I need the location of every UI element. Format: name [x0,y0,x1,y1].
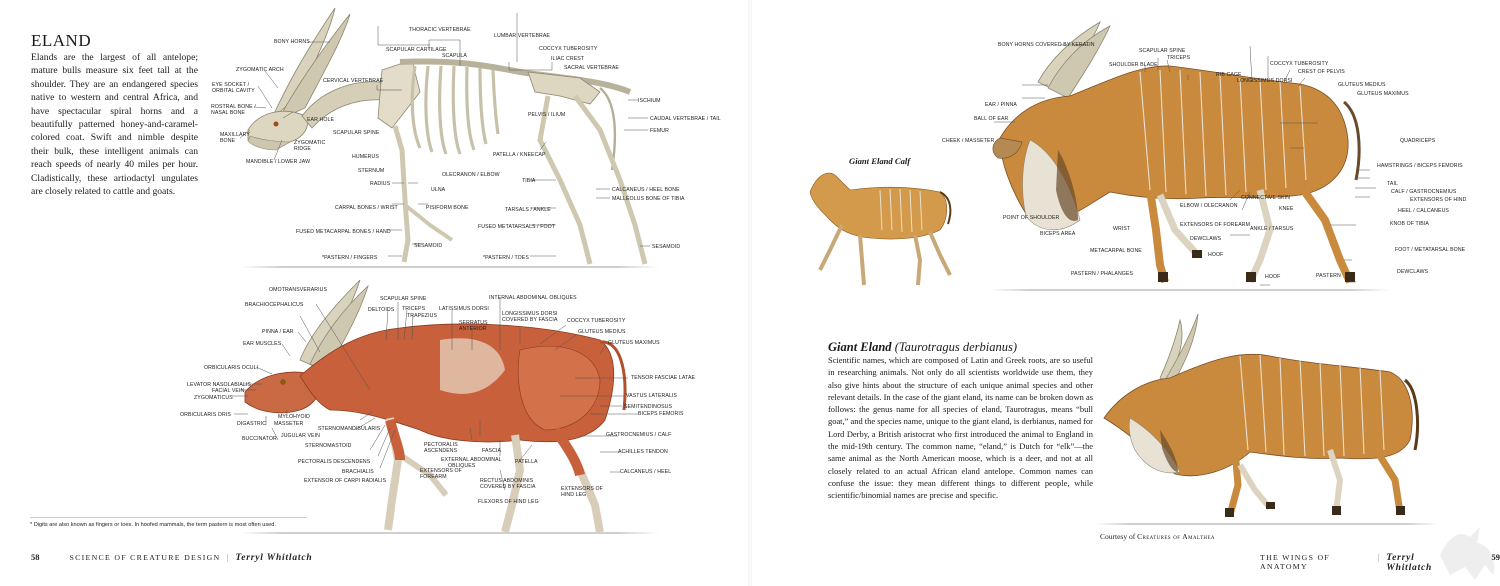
label-iliac-crest: ILIAC CREST [551,56,585,62]
label-rectus: RECTUS ABDOMINIS [480,478,534,484]
label-internal-obliques: INTERNAL ABDOMINAL OBLIQUES [489,295,577,301]
label-external-obliques-2: OBLIQUES [448,463,476,469]
ground-line-4 [1095,523,1440,525]
intro-title: ELAND [31,31,92,50]
label-rectus-2: COVERED BY FASCIA [480,484,536,490]
label-external-obliques: EXTERNAL ABDOMINAL [441,457,502,463]
label-shoulder-blade: SHOULDER BLADE [1109,62,1158,68]
label-ball-of-ear: BALL OF EAR [974,116,1009,122]
label-orbicularis-oculi: ORBICULARIS OCULI [204,365,259,371]
label-femur: FEMUR [650,128,669,134]
page-number-left: 58 [31,552,40,562]
label-thoracic: THORACIC VERTEBRAE [409,27,471,33]
label-r-gluteus-medius: GLUTEUS MEDIUS [1338,82,1386,88]
label-gluteus-maximus: GLUTEUS MAXIMUS [608,340,660,346]
label-calcaneus: CALCANEUS / HEEL BONE [612,187,680,193]
label-malleolus: MALLEOLUS BONE OF TIBIA [612,196,685,202]
label-bony-horns: BONY HORNS [274,39,310,45]
label-masseter: MASSETER [274,421,304,427]
label-pectoralis-descendens: PECTORALIS DESCENDENS [298,459,371,465]
label-pinna: PINNA / EAR [262,329,294,335]
label-facial-vein: FACIAL VEIN [212,388,245,394]
label-pelvis: PELVIS / ILIUM [528,112,566,118]
book-title-left: SCIENCE OF CREATURE DESIGN [69,553,221,562]
label-biceps-femoris: BICEPS FEMORIS [638,411,684,417]
label-extensors-forearm-2: FOREARM [420,474,447,480]
label-r-hoof-front: HOOF [1208,252,1224,258]
illustration-credit [1100,532,1215,541]
label-crest-pelvis: CREST OF PELVIS [1298,69,1345,75]
label-carpal: CARPAL BONES / WRIST [335,205,398,211]
label-deltoids: DELTOIDS [368,307,395,313]
calf-caption: Giant Eland Calf [849,156,911,166]
label-ankle-tarsus: ANKLE / TARSUS [1250,226,1294,232]
label-pastern-phalanges: PASTERN / PHALANGES [1071,271,1134,277]
label-ulna: ULNA [431,187,446,193]
label-cervical-vertebrae: CERVICAL VERTEBRAE [323,78,384,84]
label-jugular: JUGULAR VEIN [281,433,320,439]
label-scapular-cartilage: SCAPULAR CARTILAGE [386,47,447,53]
label-rostral-bone: ROSTRAL BONE / [211,104,256,110]
label-gastrocnemius: GASTROCNEMIUS / CALF [606,432,672,438]
label-ear-hole: EAR HOLE [307,117,335,123]
label-pectoralis-asc: PECTORALIS [424,442,458,448]
label-sesamoid-hind: SESAMOID [652,244,681,250]
label-pastern-toes: *PASTERN / TOES [483,255,529,261]
label-extensor-carpi: EXTENSOR OF CARPI RADIALIS [304,478,387,484]
label-elbow-olecranon: ELBOW / OLECRANON [1180,203,1238,209]
label-calf-gastrocnemius: CALF / GASTROCNEMIUS [1391,189,1457,195]
label-sternomastoid: STERNOMASTOID [305,443,352,449]
label-sesamoid-front: SESAMOID [414,243,443,249]
label-humerus: HUMERUS [352,154,379,160]
label-m-coccyx: COCCYX TUBEROSITY [567,318,626,324]
author-right: Terryl Whitlatch [1386,553,1433,573]
label-serratus: SERRATUS [459,320,488,326]
eland-labeled-illustration [960,20,1400,300]
label-fused-metacarpal: FUSED METACARPAL BONES / HAND [296,229,391,235]
label-longissimus-2: COVERED BY FASCIA [502,317,558,323]
label-achilles: ACHILLES TENDON [618,449,668,455]
label-rib-cage: RIB CAGE [1216,72,1242,78]
label-lumbar: LUMBAR VERTEBRAE [494,33,550,39]
label-coccyx: COCCYX TUBEROSITY [539,46,598,52]
label-extensors-forearm: EXTENSORS OF FOREARM [1180,222,1251,228]
label-r-coccyx: COCCYX TUBEROSITY [1270,61,1329,67]
label-tarsals: TARSALS / ANKLE [505,207,551,213]
label-maxillary-bone: BONE [220,138,236,144]
label-serratus-2: ANTERIOR [459,326,487,332]
label-brachiocephalicus: BRACHIOCEPHALICUS [245,302,304,308]
label-orbital-cavity: ORBITAL CAVITY [212,88,255,94]
label-digastric: DIGASTRIC [237,421,267,427]
label-maxillary: MAXILLARY [220,132,250,138]
label-extensors-of-hind: EXTENSORS OF HIND [1410,197,1467,203]
label-orbicularis-oris: ORBICULARIS ORIS [180,412,231,418]
label-hamstrings: HAMSTRINGS / BICEPS FEMORIS [1377,163,1463,169]
ground-line-3 [990,289,1390,291]
author-left: Terryl Whitlatch [235,553,313,563]
label-zygomatic-arch: ZYGOMATIC ARCH [236,67,284,73]
eland-plain-illustration [1100,300,1440,525]
footnote: * Digits are also known as fingers or toes. In hoofed mammals, the term pastern is most often used. [30,522,276,528]
label-tail: TAIL [1387,181,1398,187]
label-radius: RADIUS [370,181,391,187]
label-flexors-hind: FLEXORS OF HIND LEG [478,499,539,505]
label-bony-horns-keratin: BONY HORNS COVERED BY KERATIN [998,42,1095,48]
giant-eland-body: Scientific names, which are composed of Latin and Greek roots, are so useful in researching animals. Not only do all scientists worldwide use them, they also give hints about the structure of each unique animal species and other relevant details. In the case of the giant eland, its name can be broken down as follows: the genus name for all species of eland, Taurotragus, means “bull goat,” and the species name, unique to the giant eland, is derbianus, named for Lord Derby, a British aristocrat who first introduced the animal to England in the mid-19th century. The common name, “eland,” is Dutch for “elk”—the same animal as the North American moose, which is a deer, and not at all closely related to an actual African eland antelope. Common names can confuse the issue: they mean different things to different people, while scientific/binomial names are precise and specific. [828,355,1093,501]
creature-watermark-icon [1435,525,1500,585]
label-metacarpal: METACARPAL BONE [1090,248,1142,254]
label-levator: LEVATOR NASOLABIALIS [187,382,251,388]
intro-body: Elands are the largest of all antelope; mature bulls measure six feet tall at the shoulder. They are an endangered species native to western and central Africa, and have spectacular spiral horns and a beautifully patterned honey-and-caramel-colored coat. Swift and nimble despite their bulk, these intelligent animals can reach speeds of nearly 40 miles per hour. Cladistically, these artiodactyl ungulates are closely related to cattle and goats. [31,52,198,198]
label-quadriceps: QUADRICEPS [1400,138,1436,144]
label-ear-pinna: EAR / PINNA [985,102,1017,108]
label-pastern: PASTERN [1316,273,1341,279]
label-ear-muscles: EAR MUSCLES [243,341,282,347]
label-omotransverarius: OMOTRANSVERARIUS [269,287,328,293]
label-extensors-hind-2: HIND LEG [561,492,587,498]
label-sternomandibularis: STERNOMANDIBULARIS [318,426,381,432]
label-trapezius: TRAPEZIUS [407,313,438,319]
label-buccinator: BUCCINATOR [242,436,277,442]
label-brachialis: BRACHIALIS [342,469,374,475]
label-point-shoulder: POINT OF SHOULDER [1003,215,1060,221]
label-extensors-hind: EXTENSORS OF [561,486,603,492]
credit-name: Creatures of Amalthea [1137,532,1215,541]
label-r-gluteus-maximus: GLUTEUS MAXIMUS [1357,91,1409,97]
page-number-right: 59 [1491,552,1500,562]
label-patella: PATELLA / KNEECAP [493,152,546,158]
label-latissimus: LATISSIMUS DORSI [439,306,489,312]
label-sternum: STERNUM [358,168,385,174]
label-mylohyoid: MYLOHYOID [278,414,311,420]
label-biceps-area: BICEPS AREA [1040,231,1076,237]
label-knob-tibia: KNOB OF TIBIA [1390,221,1429,227]
label-pisiform: PISIFORM BONE [426,205,469,211]
label-m-scapular-spine: SCAPULAR SPINE [380,296,427,302]
label-scapula: SCAPULA [442,53,467,59]
label-pastern-fingers: *PASTERN / FINGERS [322,255,378,261]
label-zygomaticus: ZYGOMATICUS [194,395,233,401]
label-ischium: ISCHIUM [638,98,661,104]
giant-eland-heading [828,340,1017,355]
label-fascia: FASCIA [482,448,502,454]
label-zygomatic-ridge: ZYGOMATIC [294,140,326,146]
label-longissimus: LONGISSIMUS DORSI [502,311,558,317]
label-pectoralis-asc-2: ASCENDENS [424,448,458,454]
label-vastus: VASTUS LATERALIS [626,393,677,399]
label-extensors-forearm: EXTENSORS OF [420,468,462,474]
label-triceps: TRICEPS [402,306,426,312]
label-sacral: SACRAL VERTEBRAE [564,65,619,71]
label-cheek: CHEEK / MASSETER [942,138,995,144]
label-caudal: CAUDAL VERTEBRAE / TAIL [650,116,721,122]
label-r-dewclaws-front: DEWCLAWS [1190,236,1222,242]
book-title-right: THE WINGS OF ANATOMY [1260,553,1331,571]
label-scapular-spine: SCAPULAR SPINE [333,130,380,136]
credit-prefix: Courtesy of [1100,532,1136,541]
label-fused-metatarsals: FUSED METATARSALS / FOOT [478,224,556,230]
label-mandible: MANDIBLE / LOWER JAW [246,159,311,165]
label-r-triceps: TRICEPS [1167,55,1191,61]
label-connective-skin: CONNECTIVE SKIN [1241,195,1291,201]
folio-separator: | [226,552,230,562]
label-eye-socket: EYE SOCKET / [212,82,250,88]
calf-illustration [790,150,970,290]
label-r-hoof-hind: HOOF [1265,274,1281,280]
giant-eland-title: Giant Eland [828,340,892,354]
label-r-dewclaws-hind: DEWCLAWS [1397,269,1429,275]
label-wrist: WRIST [1113,226,1131,232]
label-tibia: TIBIA [522,178,536,184]
label-gluteus-medius: GLUTEUS MEDIUS [578,329,626,335]
label-knee: KNEE [1279,206,1294,212]
label-foot-metatarsal: FOOT / METATARSAL BONE [1395,247,1466,253]
label-longissimus-dorsi: LONGISSIMUS DORSI [1237,78,1293,84]
label-olecranon: OLECRANON / ELBOW [442,172,500,178]
folio-separator-right: | [1377,552,1381,562]
label-m-patella: PATELLA [515,459,538,465]
label-nasal-bone: NASAL BONE [211,110,245,116]
label-semitendinosus: SEMITENDINOSUS [624,404,673,410]
label-m-calcaneus: CALCANEUS / HEEL [620,469,672,475]
label-zygomatic-ridge-2: RIDGE [294,146,311,152]
label-tensor: TENSOR FASCIAE LATAE [631,375,696,381]
scientific-name: (Taurotragus derbianus) [894,340,1018,354]
label-heel-calcaneus: HEEL / CALCANEUS [1398,208,1449,214]
label-r-scapular-spine: SCAPULAR SPINE [1139,48,1186,54]
